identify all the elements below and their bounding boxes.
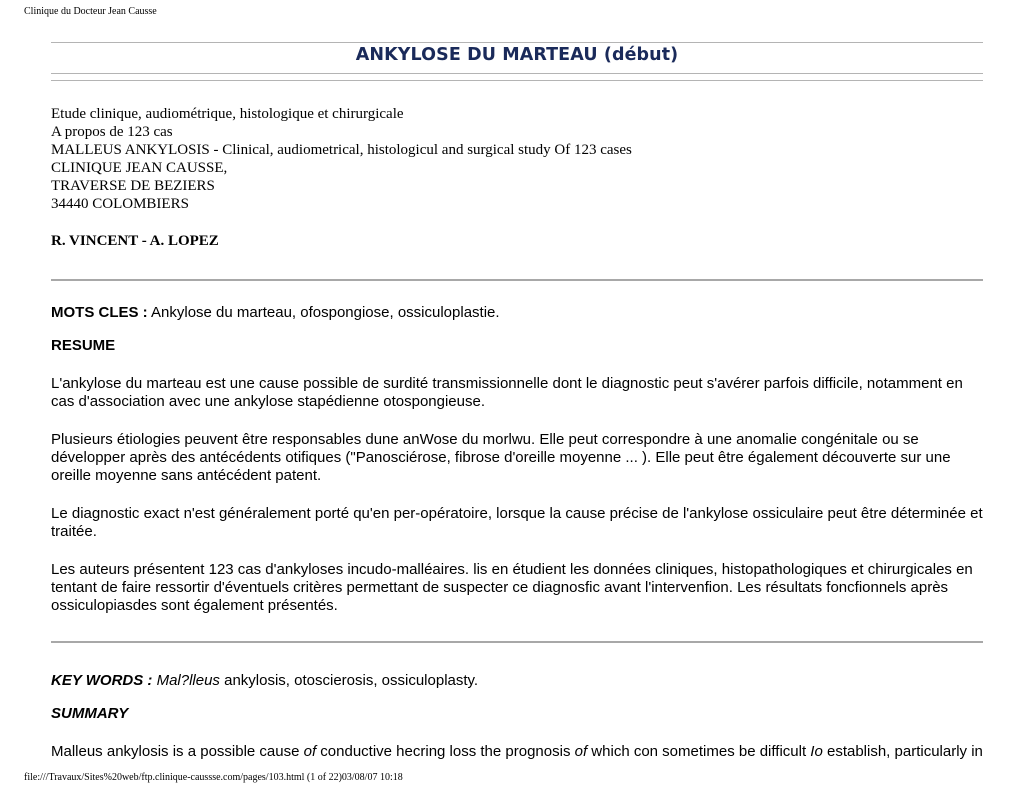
- page-title: ANKYLOSE DU MARTEAU (début): [355, 45, 679, 65]
- top-rule: [51, 42, 983, 43]
- en-text-italic: Io: [810, 743, 823, 760]
- en-text: establish, particularly in: [822, 743, 983, 760]
- en-keywords-text: ankylosis, otoscierosis, ossiculoplasty.: [219, 672, 479, 689]
- en-keywords-italic: Mal?lleus: [152, 672, 220, 689]
- authors: R. VINCENT - A. LOPEZ: [51, 233, 219, 249]
- fr-paragraph-text: Les auteurs présentent 123 cas d'ankyloses incudo-malléaires. lis en étudient les données cliniques, histopathologiques et chirurgicales en tentant de faire ressortir d'éventuels critères permettant de suspecter ce diagnosfic avant l'intervenfion. Les résultats foncfionnels après ossiculopiasdes sont également présentés.: [51, 561, 973, 614]
- fr-paragraph: [51, 431, 986, 485]
- intro-line: CLINIQUE JEAN CAUSSE,: [51, 160, 228, 176]
- en-text: conductive hecring loss the prognosis: [316, 743, 575, 760]
- fr-paragraph: [51, 561, 986, 615]
- en-text-italic: of: [303, 743, 317, 760]
- en-summary-heading: SUMMARY: [51, 705, 129, 722]
- fr-keywords-text: Ankylose du marteau, ofospongiose, ossiculoplastie.: [147, 304, 500, 321]
- fr-paragraph: [51, 375, 986, 411]
- fr-paragraph: [51, 505, 986, 541]
- en-text-italic: of: [574, 743, 588, 760]
- fr-paragraph-text: L'ankylose du marteau est une cause possible de surdité transmissionnelle dont le diagnostic peut s'avérer parfois difficile, notamment en cas d'association avec une ankylose stapédienne otospongieuse.: [51, 375, 963, 410]
- intro-line: Etude clinique, audiométrique, histologique et chirurgicale: [51, 106, 404, 122]
- en-keywords: [51, 672, 986, 690]
- fr-keywords-label: MOTS CLES :: [51, 304, 148, 321]
- fr-summary-heading: RESUME: [51, 337, 116, 354]
- print-header: Clinique du Docteur Jean Causse: [24, 6, 157, 17]
- en-paragraph: [51, 743, 986, 761]
- section-divider: [51, 279, 983, 281]
- print-footer: file:///Travaux/Sites%20web/ftp.clinique-caussse.com/pages/103.html (1 of 22)03/08/07 10:18: [24, 772, 403, 783]
- en-text: Malleus ankylosis is a possible cause: [51, 743, 304, 760]
- fr-paragraph-text: Plusieurs étiologies peuvent être responsables dune anWose du morlwu. Elle peut correspondre à une anomalie congénitale ou se développer après des antécédents otifiques ("Panosciérose, fibrose d'oreille moyenne ... ). Elle peut être également découverte sur une oreille moyenne sans antécédent patent.: [51, 431, 951, 484]
- en-text: which con sometimes be difficult: [587, 743, 811, 760]
- en-keywords-label: KEY WORDS :: [51, 672, 153, 689]
- intro-block: [51, 105, 632, 213]
- intro-line: TRAVERSE DE BEZIERS: [51, 178, 215, 194]
- title-rule-1: [51, 73, 983, 74]
- fr-keywords: [51, 304, 986, 322]
- section-divider: [51, 641, 983, 643]
- intro-line: A propos de 123 cas: [51, 124, 173, 140]
- intro-line: MALLEUS ANKYLOSIS - Clinical, audiometrical, histologicul and surgical study Of 123 cases: [51, 142, 632, 158]
- fr-paragraph-text: Le diagnostic exact n'est généralement porté qu'en per-opératoire, lorsque la cause précise de l'ankylose ossiculaire peut être déterminée et traitée.: [51, 505, 983, 540]
- intro-line: 34440 COLOMBIERS: [51, 196, 189, 212]
- title-rule-2: [51, 80, 983, 81]
